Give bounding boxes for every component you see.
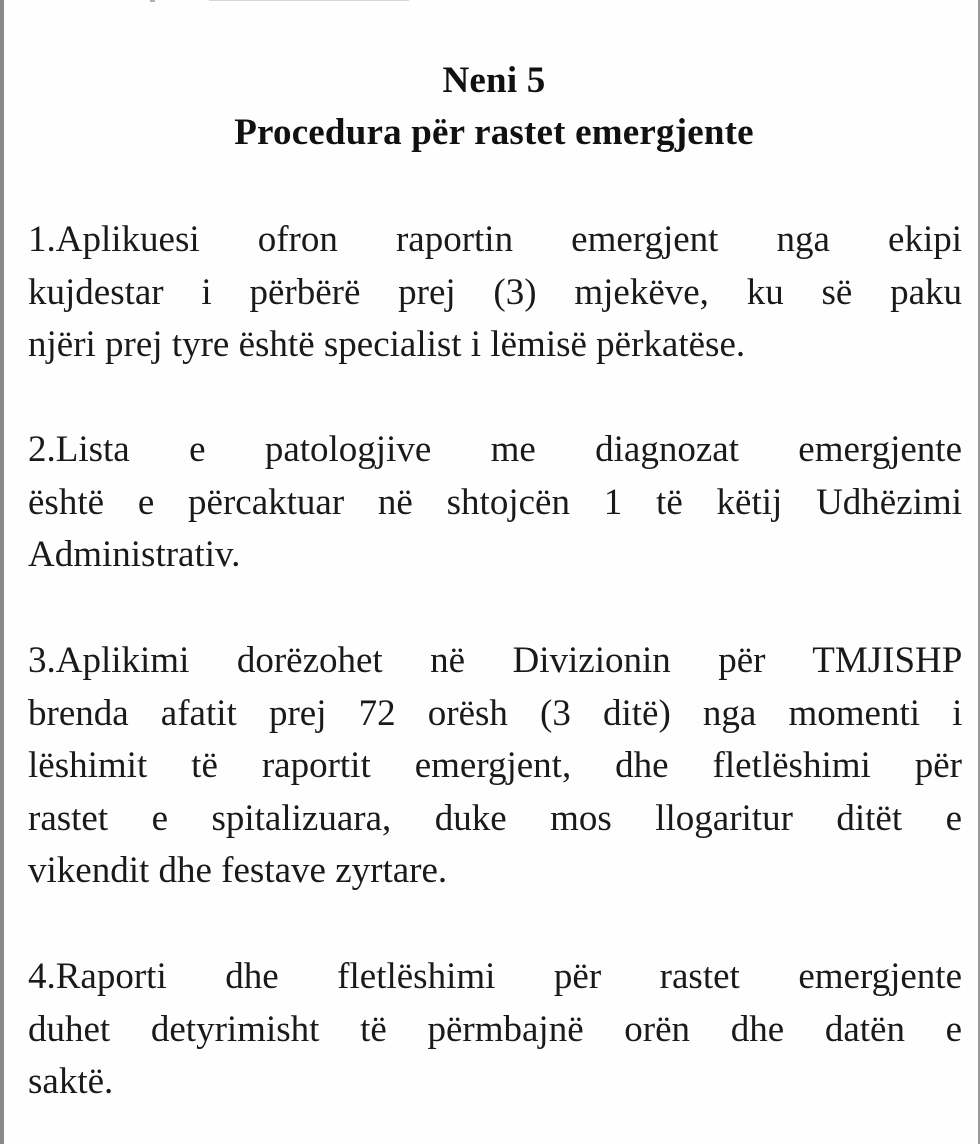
paragraph-line: brenda afatit prej 72 orësh (3 ditë) nga momenti i xyxy=(28,692,963,734)
paragraph-line: duhet detyrimisht të përmbajnë orën dhe datën e xyxy=(28,1008,963,1050)
paragraph-1 xyxy=(28,214,962,372)
paragraph-line: 4.Raporti dhe fletlëshimi për rastet emergjente xyxy=(28,956,962,997)
cutoff-text-fragment xyxy=(209,0,409,1)
article-number: Neni 5 xyxy=(442,60,546,101)
paragraph-3 xyxy=(28,635,962,898)
paragraph-2 xyxy=(28,424,962,582)
paragraph-line: lëshimit të raportit emergjent, dhe fletlëshimi për xyxy=(28,745,962,786)
paragraph-line: Administrativ. xyxy=(28,534,241,575)
paragraph-line: kujdestar i përbërë prej (3) mjekëve, ku së paku xyxy=(28,271,962,313)
paragraph-line: rastet e spitalizuara, duke mos llogaritur ditët e xyxy=(28,797,962,839)
paragraph-line: saktë. xyxy=(28,1061,114,1102)
paragraph-4 xyxy=(28,951,962,1109)
paragraph-line: njëri prej tyre është specialist i lëmisë përkatëse. xyxy=(28,324,746,365)
article-title: Procedura për rastet emergjente xyxy=(234,112,754,153)
paragraph-line: është e përcaktuar në shtojcën 1 të këtij Udhëzimi xyxy=(28,481,962,523)
paragraph-line: vikendit dhe festave zyrtare. xyxy=(28,850,448,891)
paragraph-line: 2.Lista e patologjive me diagnozat emergjente xyxy=(28,429,962,470)
paragraph-line: 1.Aplikuesi ofron raportin emergjent nga ekipi xyxy=(28,219,962,260)
cutoff-mark xyxy=(150,0,155,2)
previous-content-cutoff xyxy=(104,0,624,2)
paragraph-line: 3.Aplikimi dorëzohet në Divizionin për TMJISHP xyxy=(28,640,963,681)
